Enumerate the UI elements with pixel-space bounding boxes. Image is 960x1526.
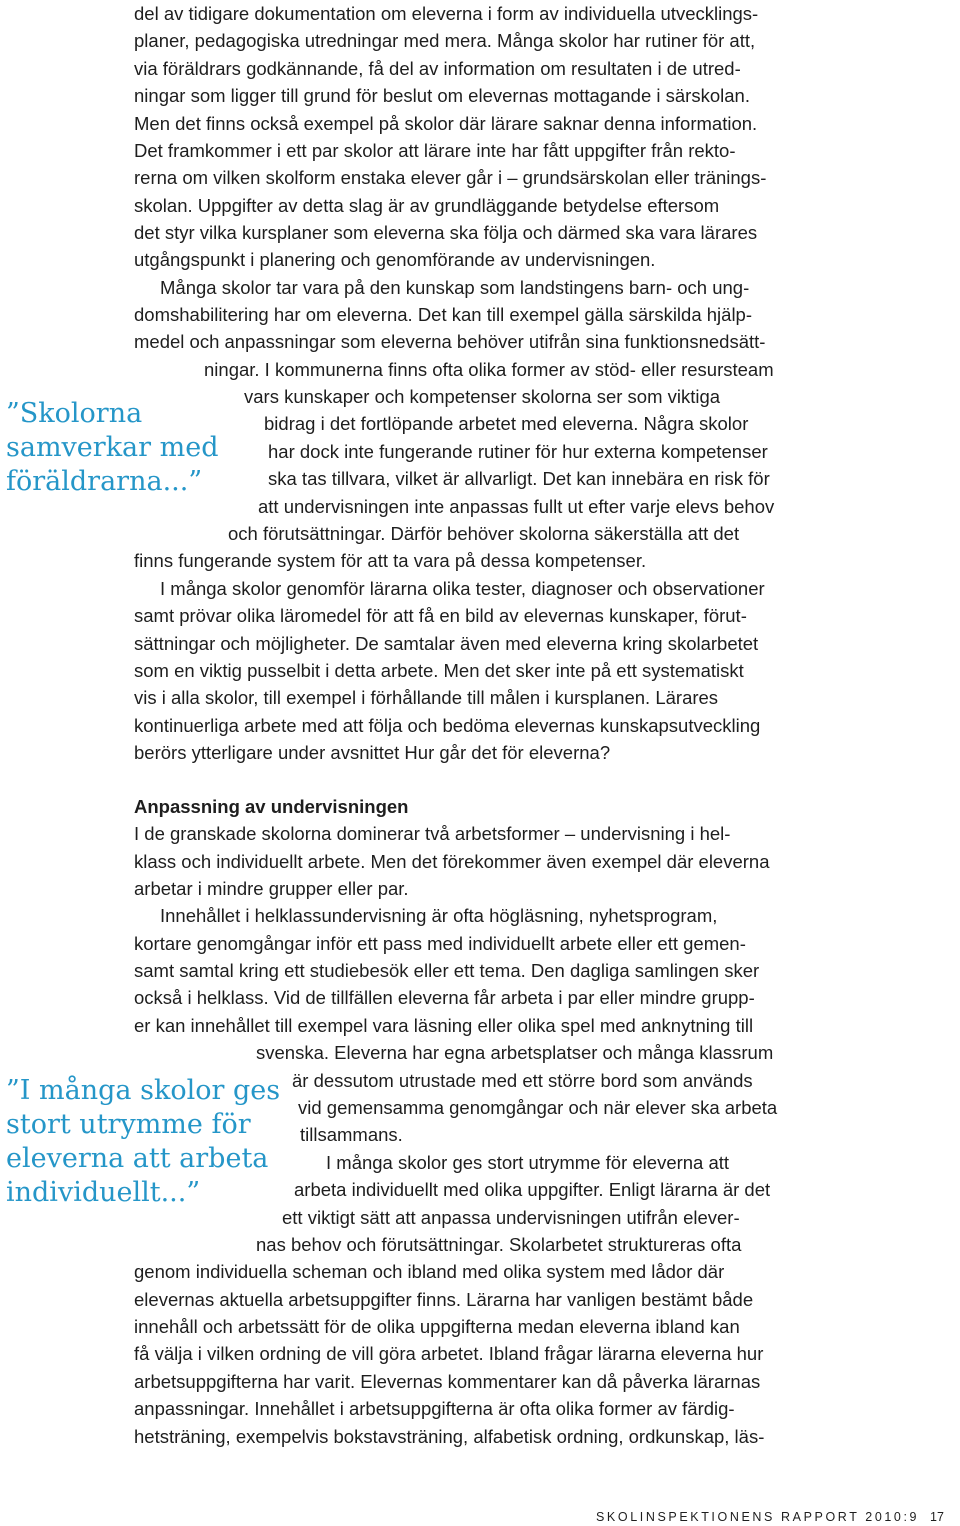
- text-line: ett viktigt sätt att anpassa undervisningen utifrån elever-: [282, 1207, 740, 1228]
- text-line: Många skolor tar vara på den kunskap som landstingens barn- och ung-: [160, 277, 750, 298]
- text-line: klass och individuellt arbete. Men det förekommer även exempel där eleverna: [134, 851, 770, 872]
- text-line: planer, pedagogiska utredningar med mera. Många skolor har rutiner för att,: [134, 30, 756, 51]
- text-line: Innehållet i helklassundervisning är ofta högläsning, nyhetsprogram,: [160, 905, 718, 926]
- text-line: vars kunskaper och kompetenser skolorna ser som viktiga: [244, 386, 721, 407]
- text-line: utgångspunkt i planering och genomförande av undervisningen.: [134, 249, 656, 270]
- text-line: genom individuella scheman och ibland med olika system med lådor där: [134, 1261, 725, 1282]
- text-line: tillsammans.: [300, 1124, 403, 1145]
- text-line: samt prövar olika läromedel för att få en bild av elevernas kunskaper, förut-: [134, 605, 747, 626]
- text-line: del av tidigare dokumentation om eleverna i form av individuella utvecklings-: [134, 3, 759, 24]
- text-line: Men det finns också exempel på skolor där lärare saknar denna information.: [134, 113, 758, 134]
- text-line: I många skolor ges stort utrymme för eleverna att: [326, 1152, 730, 1173]
- text-line: via föräldrars godkännande, få del av information om resultaten i de utred-: [134, 58, 741, 79]
- pull-quote-line: eleverna att arbeta: [6, 1143, 269, 1174]
- pull-quote-line: föräldrarna...”: [6, 466, 203, 497]
- text-line: arbetsuppgifterna har varit. Elevernas kommentarer kan då påverka lärarnas: [134, 1371, 761, 1392]
- text-line: arbeta individuellt med olika uppgifter. Enligt lärarna är det: [294, 1179, 771, 1200]
- pull-quote-line: samverkar med: [6, 432, 219, 463]
- text-line: har dock inte fungerande rutiner för hur externa kompetenser: [268, 441, 768, 462]
- text-line: medel och anpassningar som eleverna behöver utifrån sina funktionsnedsätt-: [134, 331, 766, 352]
- text-line: anpassningar. Innehållet i arbetsuppgifterna är ofta olika former av färdig-: [134, 1398, 735, 1419]
- text-line: få välja i vilken ordning de vill göra arbetet. Ibland frågar lärarna eleverna hur: [134, 1343, 764, 1364]
- text-line: er kan innehållet till exempel vara läsning eller olika spel med anknytning till: [134, 1015, 754, 1036]
- text-line: elevernas aktuella arbetsuppgifter finns. Lärarna har vanligen bestämt både: [134, 1289, 754, 1310]
- text-line: samt samtal kring ett studiebesök eller ett tema. Den dagliga samlingen sker: [134, 960, 760, 981]
- text-line: vis i alla skolor, till exempel i förhållande till målen i kursplanen. Lärares: [134, 687, 719, 708]
- text-line: innehåll och arbetssätt för de olika uppgifterna medan eleverna ibland kan: [134, 1316, 740, 1337]
- text-line: som en viktig pusselbit i detta arbete. Men det sker inte på ett systematiskt: [134, 660, 744, 681]
- text-line: sättningar och möjligheter. De samtalar även med eleverna kring skolarbetet: [134, 633, 759, 654]
- text-line: svenska. Eleverna har egna arbetsplatser och många klassrum: [256, 1042, 774, 1063]
- text-line: bidrag i det fortlöpande arbetet med eleverna. Några skolor: [264, 413, 749, 434]
- page-number: 17: [930, 1510, 944, 1524]
- text-line: att undervisningen inte anpassas fullt ut efter varje elevs behov: [258, 496, 775, 517]
- pull-quote-line: individuellt...”: [6, 1177, 201, 1208]
- text-line: berörs ytterligare under avsnittet Hur går det för eleverna?: [134, 742, 611, 763]
- text-line: kortare genomgångar inför ett pass med individuellt arbete eller ett gemen-: [134, 933, 746, 954]
- text-line: kontinuerliga arbete med att följa och bedöma elevernas kunskapsutveckling: [134, 715, 761, 736]
- text-line: ska tas tillvara, vilket är allvarligt. Det kan innebära en risk för: [268, 468, 770, 489]
- text-line: ningar som ligger till grund för beslut om elevernas mottagande i särskolan.: [134, 85, 750, 106]
- text-line: vid gemensamma genomgångar och när elever ska arbeta: [298, 1097, 778, 1118]
- text-line: domshabilitering har om eleverna. Det kan till exempel gälla särskilda hjälp-: [134, 304, 752, 325]
- footer-publication: SKOLINSPEKTIONENS RAPPORT 2010:9: [596, 1510, 920, 1524]
- text-line: också i helklass. Vid de tillfällen eleverna får arbeta i par eller mindre grupp-: [134, 987, 755, 1008]
- text-line: ningar. I kommunerna finns ofta olika former av stöd- eller resursteam: [204, 359, 774, 380]
- text-line: nas behov och förutsättningar. Skolarbetet struktureras ofta: [256, 1234, 742, 1255]
- section-heading: Anpassning av undervisningen: [134, 796, 409, 817]
- text-line: rerna om vilken skolform enstaka elever går i – grundsärskolan eller tränings-: [134, 167, 767, 188]
- pull-quote-line: ”Skolorna: [6, 398, 143, 429]
- pull-quote-line: ”I många skolor ges: [6, 1075, 281, 1106]
- text-line: är dessutom utrustade med ett större bord som används: [292, 1070, 753, 1091]
- text-line: I många skolor genomför lärarna olika tester, diagnoser och observationer: [160, 578, 765, 599]
- text-line: arbetar i mindre grupper eller par.: [134, 878, 409, 899]
- text-line: finns fungerande system för att ta vara på dessa kompetenser.: [134, 550, 647, 571]
- text-line: och förutsättningar. Därför behöver skolorna säkerställa att det: [228, 523, 740, 544]
- text-line: Det framkommer i ett par skolor att lärare inte har fått uppgifter från rekto-: [134, 140, 736, 161]
- pull-quote-line: stort utrymme för: [6, 1109, 251, 1140]
- text-line: skolan. Uppgifter av detta slag är av grundläggande betydelse eftersom: [134, 195, 720, 216]
- text-line: hetsträning, exempelvis bokstavsträning, alfabetisk ordning, ordkunskap, läs-: [134, 1426, 765, 1447]
- text-line: I de granskade skolorna dominerar två arbetsformer – undervisning i hel-: [134, 823, 731, 844]
- text-line: det styr vilka kursplaner som eleverna ska följa och därmed ska vara lärares: [134, 222, 758, 243]
